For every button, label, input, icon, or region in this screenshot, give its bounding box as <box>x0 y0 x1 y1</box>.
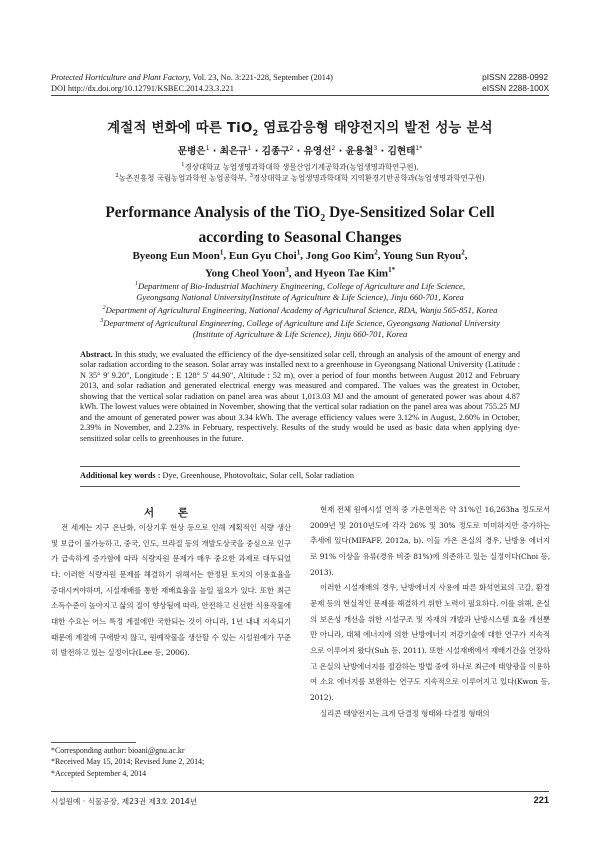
footer-journal-issue: 시설원예 · 식물공장, 제23권 제3호 2014년 <box>51 797 198 806</box>
english-author: Young Sun Ryou$^2$ <box>382 248 465 262</box>
paragraph: 실리콘 태양전지는 크게 단결정 형태와 다결정 형태의 <box>320 708 490 718</box>
korean-title: 계절적 변화에 따른 TiO$_2$ 염료감응형 태양전지의 발전 성능 분석 <box>107 121 493 138</box>
english-authors-line-2: Yong Cheol Yoon$^3$, and Hyeon Tae Kim$^{1*}$ <box>204 266 396 280</box>
eissn: eISSN 2288-100X <box>482 83 549 93</box>
keywords-text: Dye, Greenhouse, Photovoltaic, Solar cell, Solar radiation <box>160 471 355 480</box>
body-column-right <box>310 502 550 721</box>
english-author: Eun Gyu Choi$^1$ <box>228 248 301 262</box>
english-title: Performance Analysis of the TiO$_2$ Dye-Sensitized Solar Cell according to Seasonal Changes <box>105 204 495 247</box>
korean-affiliation-1: $^1$경상대학교 농업생명과학대학 생물산업기계공학과(농업생명과학연구원), <box>181 162 419 172</box>
doi-link[interactable]: DOI http://dx.doi.org/10.12791/KSBEC.2014.23.3.221 <box>51 84 234 93</box>
keywords-divider-bottom <box>80 486 520 487</box>
received-date: *Received May 15, 2014; Revised June 2, 2014; <box>51 757 205 767</box>
korean-author: 김현태$^{1*}$ <box>387 144 423 157</box>
author-separator: · <box>251 146 262 157</box>
journal-citation: Vol. 23, No. 3:221-228, September (2014) <box>190 73 333 82</box>
author-affiliation-mark: 3 <box>373 144 378 152</box>
keywords <box>80 471 520 480</box>
author-affiliation-mark: 2 <box>461 248 465 256</box>
paragraph: 이러한 시설재배의 경우, 난방에너지 사용에 따른 화석연료의 고갈, 환경문제 등의 현실적인 문제를 해결하기 위한 노력이 필요하다. 이를 위해, 온실의 보온성 개선을 위한 시설구조 및 자재의 개발과 난방시스템 효율 개선뿐만 아니라, 대체 에너지에 의한 난방에너지 저감기술에 대한 연구가 지속적으로 이루어져 왔다(Suh 등, 2011). 또한 시설재배에서 재배기간을 연장하고 온실의 난방에너지를 절감하는 방법 중에 하나로 최근에 태양광을 이용하여 소요 에너지를 보완하는 연구도 지속적으로 이루어지고 있다(Kwon 등, 2012). <box>310 583 551 702</box>
english-affiliation-line: $^2$Department of Agricultural Engineering, National Academy of Agricultural Science, RDA, Wanju 565-851, Korea <box>102 305 498 316</box>
english-affiliation-line: Gyeongsang National University(Institute of Agriculture & Life Science), Jinju 660-701, Korea <box>136 292 464 303</box>
korean-authors <box>0 143 600 157</box>
corresponding-author: *Corresponding author: bioani@gnu.ac.kr <box>51 746 185 755</box>
author-affiliation-mark: 2 <box>374 248 378 256</box>
author-affiliation-mark: 2 <box>331 144 336 152</box>
korean-affiliation-2: $^2$농촌진흥청 국립농업과학원 농업공학부, $^3$경상대학교 농업생명과학대학 지역환경기반공학과(농업생명과학연구원) <box>115 173 485 183</box>
keywords-label: Additional key words : <box>80 471 161 480</box>
author-separator: · <box>335 146 346 157</box>
author-affiliation-mark: 1 <box>219 248 224 256</box>
author-affiliation-mark: 1 <box>247 144 252 152</box>
abstract <box>80 350 520 444</box>
english-affiliation-line: $^3$Department of Agricultural Engineering, College of Agriculture and Life Science, Gyeongsang National University <box>100 318 500 329</box>
pissn: pISSN 2288-0992 <box>482 72 549 82</box>
running-header-right <box>482 72 549 94</box>
author-affiliation-mark: 1* <box>415 144 423 152</box>
english-authors-line-1: Byeong Eun Moon$^1$, Eun Gyu Choi$^1$, Jong Goo Kim$^2$, Young Sun Ryou$^2$, <box>132 248 468 262</box>
footnote-divider <box>51 742 136 743</box>
paragraph: 전 세계는 지구 온난화, 이상기후 현상 등으로 인해 계획적인 식량 생산 및 보급이 불가능하고, 중국, 인도, 브라질 등의 개발도상국을 중심으로 인구가 급속하게 증가함에 따라 식량자원 문제가 매우 중요한 과제로 대두되었다. 이러한 식량자원 문제를 해결하기 위해서는 한정된 토지의 이용효율을 증대시켜야하며, 시설재배를 통한 재배효율을 높일 필요가 있다. 또한 최근 소득수준이 높아지고 삶의 질이 향상됨에 따라, 안전하고 신선한 식용작물에 대한 수요는 어느 특정 계절에만 국한되는 것이 아니라, 1년 내내 지속되기 때문에 계절에 구애받지 않고, 원예작물을 생산할 수 있는 시설원예가 꾸준히 발전하고 있는 실정이다(Lee 등, 2006). <box>51 523 292 658</box>
author-affiliation-mark: 1 <box>296 248 301 256</box>
header-divider <box>51 95 549 96</box>
author-separator: · <box>209 146 220 157</box>
accepted-date: *Accepted September 4, 2014 <box>51 768 147 778</box>
author-affiliation-mark: 2 <box>289 144 294 152</box>
korean-author: 김종구$^2$ <box>261 144 294 157</box>
english-author: Jong Goo Kim$^2$ <box>305 248 378 262</box>
footnotes <box>51 745 291 779</box>
footer-divider <box>51 791 549 792</box>
section-heading-introduction: 서 론 <box>144 507 198 519</box>
abstract-label: Abstract. <box>80 350 113 359</box>
keywords-divider-top <box>80 466 520 467</box>
body-column-left <box>51 520 291 661</box>
english-affiliations <box>0 279 600 341</box>
paragraph: 현재 전체 원예시설 면적 중 가온면적은 약 31%인 16,263ha 정도로서 2009년 및 2010년도에 각각 26% 및 30% 정도로 미미하지만 증가하는 추세에 있다(MIFAFF, 2012a, b). 이들 가온 온실의 경우, 난방용 에너지로 91% 이상을 유류(경유 비중 81%)에 의존하고 있는 실정이다(Choi 등, 2013). <box>310 505 550 577</box>
english-affiliation-line: $^1$Department of Bio-Industrial Machinery Engineering, College of Agriculture and Life Science, <box>135 280 465 291</box>
korean-author: 문병은$^1$ <box>177 144 210 157</box>
author-separator: · <box>377 146 388 157</box>
running-header-left <box>51 72 333 94</box>
author-affiliation-mark: 1 <box>205 144 210 152</box>
english-affiliation-line: (Institute of Agriculture & Life Science), Jinju 660-701, Korea <box>192 329 408 340</box>
english-author: Byeong Eun Moon$^1$ <box>132 248 224 262</box>
abstract-text: In this study, we evaluated the efficiency of the dye-sensitized solar cell, through an analysis of the amount of energy and solar radiation according to the season. Solar array was installed next to a greenhouse in Gyeongsang National University (Latitude : N 35° 9' 9.20", Longitude : E 128° 5' 44.90", Altitude : 52 m), over a period of four months between August 2012 and February 2013, and solar radiation and generated electrical energy was measured and compared. The values was the greatest in October, showing that the vertical solar radiation on panel area was about 1,013.03 MJ and the amount of generated power was about 4.87 kWh. The lowest values were obtained in November, showing that the vertical solar radiation on the panel area was about 755.25 MJ and the amount of generated power was about 3.34 kWh. The average efficiency values were 3.12% in August, 2.60% in October, 2.39% in November, and 2.23% in February, respectively. Results of the study would be used as basic data when applying dye-sensitized solar cells to greenhouses in the future. <box>80 350 520 443</box>
journal-name: Protected Horticulture and Plant Factory, <box>51 73 191 82</box>
page-number: 221 <box>533 795 549 805</box>
english-authors <box>0 245 600 281</box>
korean-author: 윤용철$^3$ <box>345 144 378 157</box>
korean-author: 최은규$^1$ <box>219 144 252 157</box>
korean-author: 유영선$^2$ <box>303 144 336 157</box>
author-separator: · <box>293 146 304 157</box>
